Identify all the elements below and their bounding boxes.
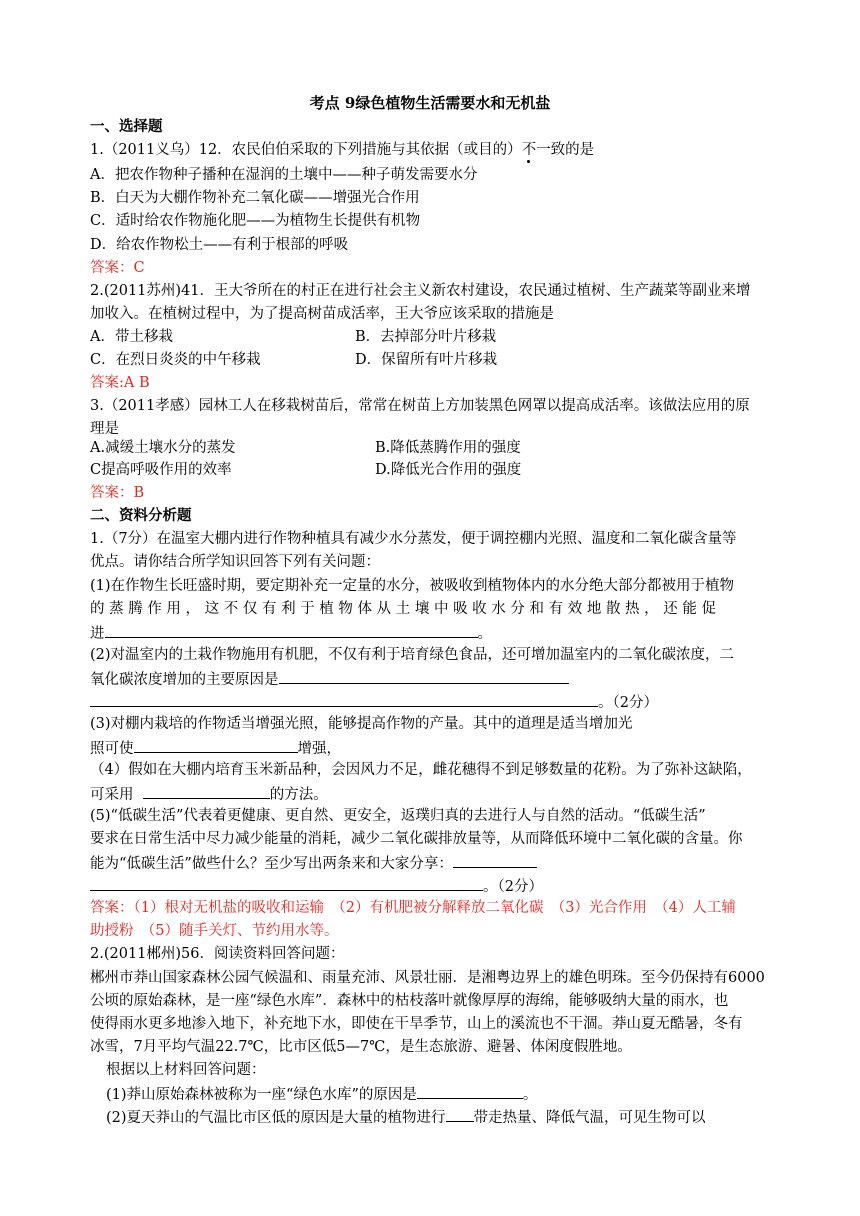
- answer-blank-6[interactable]: [417, 1084, 523, 1099]
- analysis-1-line-2: 优点。请你结合所学知识回答下列有关问题：: [90, 554, 380, 570]
- analysis-1-line-16-text: 。（2分）: [483, 879, 543, 895]
- question-1-option-a: A．把农作物种子播种在湿润的土壤中——种子萌发需要水分: [90, 167, 478, 183]
- analysis-1-answer-line-1: 答案：（1）根对无机盐的吸收和运输 （2）有机肥被分解释放二氧化碳 （3）光合作用 （4）人工辅: [90, 900, 736, 916]
- question-3-option-d: D.降低光合作用的强度: [375, 462, 522, 478]
- analysis-1-answer-line-2: 助授粉 （5）随手关灯、节约用水等。: [90, 923, 339, 939]
- analysis-1-line-5: [90, 623, 492, 643]
- question-2-option-d: D．保留所有叶片移栽: [355, 352, 498, 368]
- analysis-2-line-8: [106, 1107, 706, 1127]
- analysis-1-line-3: (1)在作物生长旺盛时期，要定期补充一定量的水分，被吸收到植物体内的水分绝大部分都被用于植物: [90, 578, 735, 594]
- analysis-2-line-7-end: 。: [522, 1087, 538, 1103]
- analysis-2-line-7-text: (1)莽山原始森林被称为一座“绿色水库”的原因是: [106, 1087, 417, 1103]
- analysis-1-line-14: 要求在日常生活中尽力减少能量的消耗，减少二氧化碳排放量等，从而降低环境中二氧化碳的含量。你: [90, 831, 743, 847]
- answer-blank-3[interactable]: [134, 738, 298, 753]
- analysis-1-line-1: 1.（7分）在温室大棚内进行作物种植具有减少水分蒸发，便于调控棚内光照、温度和二氧化碳含量等: [90, 531, 737, 547]
- answer-blank-5b[interactable]: [90, 876, 483, 891]
- analysis-1-line-12: [90, 784, 328, 804]
- question-1-option-d: D．给农作物松土——有利于根部的呼吸: [90, 237, 349, 253]
- analysis-1-line-15: [90, 853, 537, 873]
- question-1-option-b: B．白天为大棚作物补充二氧化碳——增强光合作用: [90, 190, 420, 206]
- answer-blank-7[interactable]: [446, 1107, 474, 1122]
- question-3-answer: 答案：B: [90, 485, 145, 501]
- question-3-option-a: A.减缓土壤水分的蒸发: [90, 440, 236, 456]
- section-heading-analysis: 二、资料分析题: [90, 507, 192, 524]
- question-2-options-row-2: [90, 351, 770, 369]
- question-1-stem: [90, 141, 594, 159]
- analysis-1-line-10-text: 照可使: [90, 741, 134, 757]
- analysis-1-line-16: [90, 876, 543, 896]
- analysis-1-line-12-end: 的方法。: [269, 787, 328, 803]
- question-1-option-c: C．适时给农作物施化肥——为植物生长提供有机物: [90, 213, 421, 229]
- analysis-1-line-10: [90, 738, 341, 758]
- analysis-1-line-15-text: 能为“低碳生活”做些什么？至少写出两条来和大家分享：: [90, 856, 453, 872]
- analysis-2-line-7: [106, 1084, 537, 1104]
- analysis-2-line-1: 2.(2011郴州)56．阅读资料回答问题：: [90, 946, 345, 962]
- answer-blank-1[interactable]: [105, 623, 478, 638]
- question-3-option-c: C提高呼吸作用的效率: [90, 462, 232, 478]
- analysis-2-line-3: 公顷的原始森林，是一座“绿色水库”．森林中的枯枝落叶就像厚厚的海绵，能够吸纳大量的雨水，也: [90, 993, 729, 1009]
- question-3-line-2: 理是: [90, 421, 119, 437]
- question-1-stem-text: 1.（2011义乌）12．农民伯伯采取的下列措施与其依据（或目的）: [90, 142, 522, 158]
- section-heading-choice: 一、选择题: [90, 118, 163, 135]
- analysis-1-line-6: (2)对温室内的土栽作物施用有机肥，不仅有利于培育绿色食品，还可增加温室内的二氧化碳浓度，二: [90, 647, 735, 663]
- question-3-option-b: B.降低蒸腾作用的强度: [375, 440, 521, 456]
- question-2-options-row-1: [90, 328, 770, 346]
- analysis-2-line-5: 冰雪，7月平均气温22.7℃，比市区低5—7℃，是生态旅游、避暑、体闲度假胜地。: [90, 1039, 632, 1055]
- analysis-1-line-8: [90, 692, 658, 712]
- analysis-2-line-6: 根据以上材料回答问题：: [106, 1062, 266, 1078]
- analysis-1-line-9: (3)对棚内栽培的作物适当增强光照，能够提高作物的产量。其中的道理是适当增加光: [90, 716, 633, 732]
- question-3-options-row-1: [90, 439, 770, 457]
- analysis-1-line-10-end: 增强，: [297, 741, 341, 757]
- question-3-options-row-2: [90, 461, 770, 479]
- analysis-1-line-5-end: 。: [477, 626, 492, 642]
- answer-blank-2a[interactable]: [279, 669, 569, 684]
- analysis-2-line-2: 郴州市莽山国家森林公园气候温和、雨量充沛、风景壮丽．是湘粤边界上的雄色明珠。至今仍保持有6000: [90, 970, 765, 986]
- analysis-1-line-7: [90, 669, 569, 689]
- analysis-1-line-13: (5)“低碳生活”代表着更健康、更自然、更安全，返璞归真的去进行人与自然的活动。“低碳生活”: [90, 808, 706, 824]
- question-2-answer: 答案:A B: [90, 375, 150, 391]
- analysis-2-line-4: 使得雨水更多地渗入地下，补充地下水，即使在干旱季节，山上的溪流也不干涸。莽山夏无酷暑，冬有: [90, 1016, 743, 1032]
- analysis-1-line-12-text: 可采用: [90, 787, 134, 803]
- analysis-1-line-7-text: 氧化碳浓度增加的主要原因是: [90, 672, 279, 688]
- question-2-option-b: B．去掉部分叶片移栽: [355, 329, 497, 345]
- question-1-stem-end: 一致的是: [536, 142, 595, 158]
- question-3-line-1: 3.（2011孝感）园林工人在移栽树苗后，常常在树苗上方加装黑色网罩以提高成活率。该做法应用的原: [90, 398, 750, 414]
- analysis-1-line-8-text: 。（2分）: [598, 695, 658, 711]
- analysis-1-line-4: 的 蒸 腾 作 用 ， 这 不 仅 有 利 于 植 物 体 从 土 壤 中 吸 收 水 分 和 有 效 地 散 热 ， 还 能 促: [90, 601, 716, 617]
- question-2-option-c: C．在烈日炎炎的中午移栽: [90, 352, 261, 368]
- question-2-line-2: 加收入。在植树过程中，为了提高树苗成活率，王大爷应该采取的措施是: [90, 306, 554, 322]
- page-title: 考点 9绿色植物生活需要水和无机盐: [309, 94, 551, 112]
- answer-blank-4[interactable]: [143, 784, 270, 799]
- question-2-line-1: 2.(2011苏州)41．王大爷所在的村正在进行社会主义新农村建设，农民通过植树、生产蔬菜等副业来增: [90, 283, 751, 299]
- question-1-answer: 答案：C: [90, 260, 145, 276]
- analysis-2-line-8-end: 带走热量、降低气温，可见生物可以: [473, 1110, 706, 1126]
- question-2-option-a: A．带土移栽: [90, 329, 173, 345]
- analysis-1-line-11: （4）假如在大棚内培育玉米新品种，会因风力不足，雌花穗得不到足够数量的花粉。为了弥补这缺陷，: [90, 762, 752, 778]
- emphasis-dot-char: 不: [521, 142, 537, 158]
- analysis-1-line-5-text: 进: [90, 626, 105, 642]
- answer-blank-5a[interactable]: [453, 853, 537, 868]
- answer-blank-2b[interactable]: [90, 692, 598, 707]
- analysis-2-line-8-text: (2)夏天莽山的气温比市区低的原因是大量的植物进行: [106, 1110, 446, 1126]
